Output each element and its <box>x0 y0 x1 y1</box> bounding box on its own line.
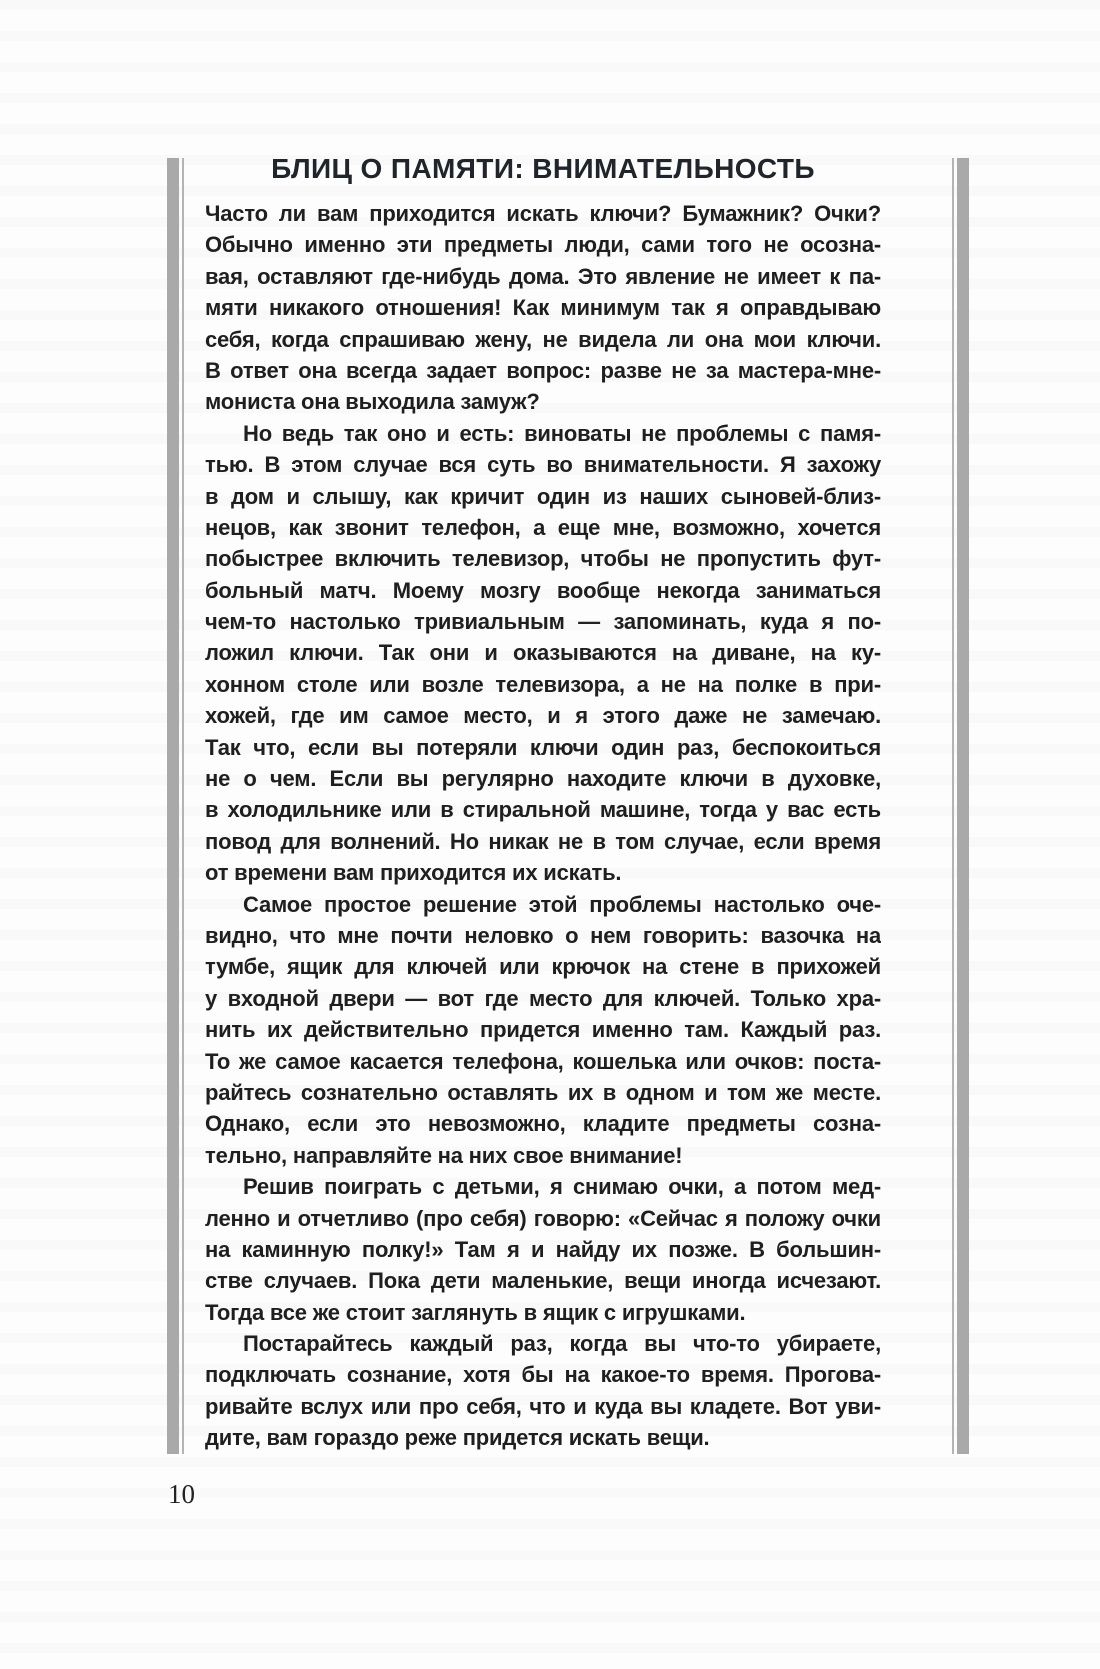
paragraph <box>205 1328 881 1454</box>
paragraph <box>205 198 881 418</box>
text-line: тельно, направляйте на них свое внимание! <box>205 1142 683 1168</box>
paragraph <box>205 418 881 889</box>
text-line: хожей, где им самое место, и я этого даже не замечаю. <box>205 703 881 729</box>
text-line: на каминную полку!» Там я и найду их позже. В большин- <box>205 1236 881 1262</box>
body-text <box>205 198 881 1454</box>
text-line: у входной двери — вот где место для ключей. Только хра- <box>205 985 881 1011</box>
text-line: тумбе, ящик для ключей или крючок на стене в прихожей <box>205 954 881 980</box>
text-line: чем-то настолько тривиальным — запоминать, куда я по- <box>205 609 881 635</box>
left-double-rule <box>167 158 184 1454</box>
text-line: в холодильнике или в стиральной машине, тогда у вас есть <box>205 797 881 823</box>
text-line: В ответ она всегда задает вопрос: разве не за мастера-мне- <box>205 357 881 383</box>
text-line: нецов, как звонит телефон, а еще мне, возможно, хочется <box>205 514 881 540</box>
text-line: Решив поиграть с детьми, я снимаю очки, а потом мед- <box>243 1174 881 1200</box>
text-line: тью. В этом случае вся суть во внимательности. Я захожу <box>205 452 881 478</box>
text-line: дите, вам гораздо реже придется искать вещи. <box>205 1425 710 1451</box>
text-line: в дом и слышу, как кричит один из наших сыновей-близ- <box>205 483 881 509</box>
right-thick-rule <box>957 158 969 1454</box>
text-line: Тогда все же стоит заглянуть в ящик с игрушками. <box>205 1299 746 1325</box>
text-line: побыстрее включить телевизор, чтобы не пропустить фут- <box>205 546 881 572</box>
text-line: мяти никакого отношения! Как минимум так я оправдываю <box>205 295 881 321</box>
text-line: подключать сознание, хотя бы на какое-то время. Прогова- <box>205 1362 881 1388</box>
text-line: хонном столе или возле телевизора, а не на полке в при- <box>205 671 881 697</box>
right-double-rule <box>952 158 969 1454</box>
left-thick-rule <box>167 158 179 1454</box>
page-number: 10 <box>168 1479 195 1509</box>
text-line: Часто ли вам приходится искать ключи? Бумажник? Очки? <box>205 201 881 226</box>
text-line: Обычно именно эти предметы люди, сами того не осозна- <box>205 232 881 258</box>
text-line: вая, оставляют где-нибудь дома. Это явление не имеет к па- <box>205 263 881 289</box>
text-line: Постарайтесь каждый раз, когда вы что-то убираете, <box>243 1331 881 1357</box>
paragraph <box>205 889 881 1172</box>
text-line: себя, когда спрашиваю жену, не видела ли она мои ключи. <box>205 326 881 352</box>
paragraph <box>205 1171 881 1328</box>
text-line: больный матч. Моему мозгу вообще некогда заниматься <box>205 577 881 603</box>
text-line: ривайте вслух или про себя, что и куда вы кладете. Вот уви- <box>205 1393 881 1419</box>
text-line: видно, что мне почти неловко о нем говорить: вазочка на <box>205 922 881 948</box>
text-line: ленно и отчетливо (про себя) говорю: «Сейчас я положу очки <box>205 1205 881 1231</box>
text-line: райтесь сознательно оставлять их в одном и том же месте. <box>205 1079 881 1105</box>
left-thin-rule <box>182 158 184 1454</box>
text-line: не о чем. Если вы регулярно находите ключи в духовке, <box>205 766 881 792</box>
text-line: Однако, если это невозможно, кладите предметы созна- <box>205 1111 881 1137</box>
text-block <box>205 152 881 1454</box>
text-line: Так что, если вы потеряли ключи один раз, беспокоиться <box>205 734 881 760</box>
text-line: нить их действительно придется именно там. Каждый раз. <box>205 1017 881 1043</box>
page-title: БЛИЦ О ПАМЯТИ: ВНИМАТЕЛЬНОСТЬ <box>271 153 815 184</box>
text-line: стве случаев. Пока дети маленькие, вещи иногда исчезают. <box>205 1268 881 1294</box>
text-line: повод для волнений. Но никак не в том случае, если время <box>205 828 881 854</box>
text-line: То же самое касается телефона, кошелька или очков: поста- <box>205 1048 881 1074</box>
text-line: мониста она выходила замуж? <box>205 389 540 415</box>
text-line: ложил ключи. Так они и оказываются на диване, на ку- <box>205 640 881 666</box>
text-line: Самое простое решение этой проблемы настолько оче- <box>243 891 881 917</box>
text-line: Но ведь так оно и есть: виноваты не проблемы с памя- <box>243 420 881 446</box>
text-line: от времени вам приходится их искать. <box>205 860 622 886</box>
